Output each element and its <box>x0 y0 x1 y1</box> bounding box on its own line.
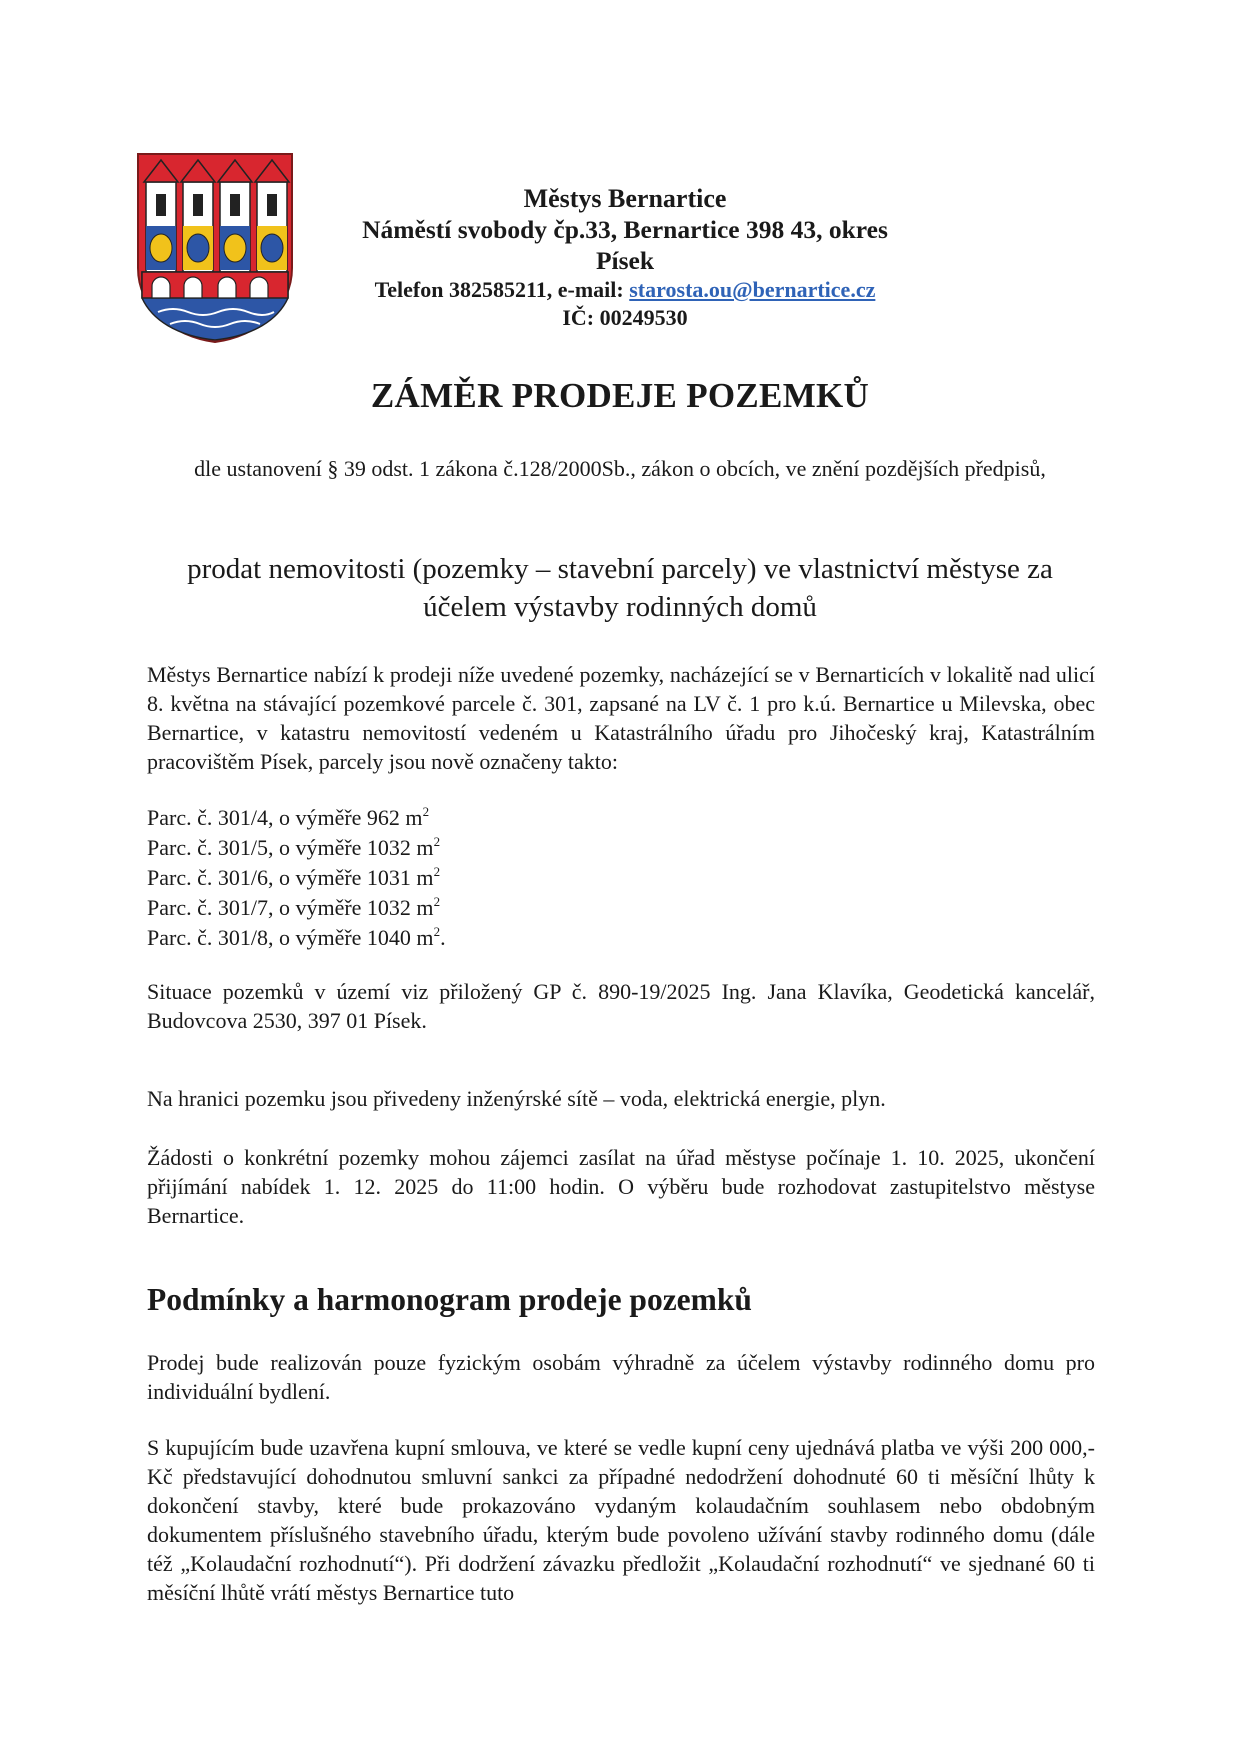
legal-basis: dle ustanovení § 39 odst. 1 zákona č.128/2000Sb., zákon o obcích, ve znění pozdějších předpisů, <box>194 456 1046 481</box>
email-link[interactable]: starosta.ou@bernartice.cz <box>629 277 876 302</box>
networks-paragraph: Na hranici pozemku jsou přivedeny inženýrské sítě – voda, elektrická energie, plyn. <box>147 1086 886 1111</box>
phone-label: Telefon 382585211, e-mail: <box>374 277 630 302</box>
company-id: IČ: 00249530 <box>562 305 688 330</box>
contract-paragraph: S kupujícím bude uzavřena kupní smlouva, ve které se vedle kupní ceny ujednává platba ve výši 200 000,- Kč představující dohodnutou smluvní sankci za případné nedodržení dohodnuté 60 ti měsíční lhůty k dokončení stavby, které bude prokazováno vydaným kolaudačním souhlasem nebo obdobným dokumentem příslušného stavebního úřadu, kterým bude povoleno užívání stavby rodinného domu (dále též „Kolaudační rozhodnutí“). Při dodržení závazku předložit „Kolaudační rozhodnutí“ ve sjednané 60 ti měsíční lhůtě vrátí městys Bernartice tuto <box>147 1435 1095 1605</box>
list-item: Parc. č. 301/8, o výměře 1040 $m^2$. <box>147 924 446 950</box>
list-item: Parc. č. 301/5, o výměře 1032 $m^2$ <box>147 834 441 860</box>
coat-of-arms-icon <box>128 148 302 344</box>
list-item: Parc. č. 301/7, o výměře 1032 $m^2$ <box>147 894 441 920</box>
document-title: ZÁMĚR PRODEJE POZEMKŮ <box>370 376 870 415</box>
sale-condition-paragraph: Prodej bude realizován pouze fyzickým osobám výhradně za účelem výstavby rodinného domu pro individuální bydlení. <box>147 1350 1095 1404</box>
contact-line <box>340 276 910 304</box>
list-item: Parc. č. 301/4, o výměře 962 $m^2$ <box>147 804 430 830</box>
situation-paragraph: Situace pozemků v území viz přiložený GP č. 890-19/2025 Ing. Jana Klavíka, Geodetická kancelář, Budovcova 2530, 397 01 Písek. <box>147 979 1095 1033</box>
municipality-name: Městys Bernartice <box>523 184 727 213</box>
requests-paragraph: Žádosti o konkrétní pozemky mohou zájemci zasílat na úřad městyse počínaje 1. 10. 2025, ukončení přijímání nabídek 1. 12. 2025 do 11:00 hodin. O výběru bude rozhodovat zastupitelstvo městyse Bernartice. <box>147 1145 1095 1228</box>
list-item: Parc. č. 301/6, o výměře 1031 $m^2$ <box>147 864 441 890</box>
letterhead <box>340 183 910 332</box>
parcel-list <box>147 803 446 953</box>
section-heading: Podmínky a harmonogram prodeje pozemků <box>147 1282 752 1317</box>
municipality-address: Náměstí svobody čp.33, Bernartice 398 43, okres Písek <box>362 215 888 275</box>
document-subtitle: prodat nemovitosti (pozemky – stavební parcely) ve vlastnictví městyse za účelem výstavby rodinných domů <box>187 553 1053 623</box>
intro-paragraph: Městys Bernartice nabízí k prodeji níže uvedené pozemky, nacházející se v Bernarticích v lokalitě nad ulicí 8. května na stávající pozemkové parcele č. 301, zapsané na LV č. 1 pro k.ú. Bernartice u Milevska, obec Bernartice, v katastru nemovitostí vedeném u Katastrálního úřadu pro Jihočeský kraj, Katastrálním pracovištěm Písek, parcely jsou nově označeny takto: <box>147 662 1095 774</box>
